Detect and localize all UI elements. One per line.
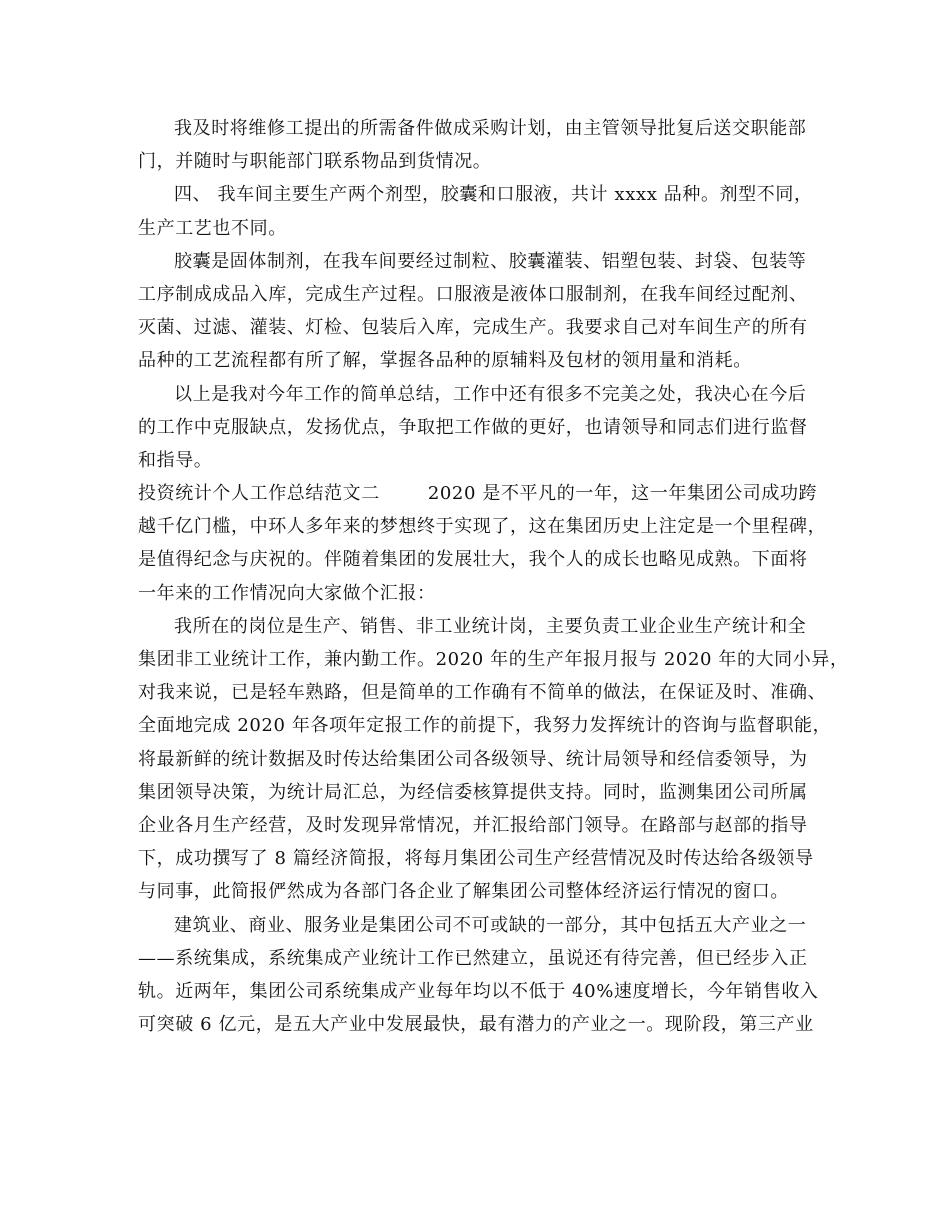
text-line: 我及时将维修工提出的所需备件做成采购计划，由主管领导批复后送交职能部	[174, 118, 807, 139]
text-line: 门，并随时与职能部门联系物品到货情况。	[138, 151, 492, 173]
text-line: 一年来的工作情况向大家做个汇报：	[138, 582, 436, 604]
text-line: ——系统集成，系统集成产业统计工作已然建立，虽说还有待完善，但已经步入正	[138, 947, 808, 969]
text-line: 以上是我对今年工作的简单总结，工作中还有很多不完美之处，我决心在今后	[174, 383, 807, 405]
text-line: 建筑业、商业、服务业是集团公司不可或缺的一部分，其中包括五大产业之一	[174, 914, 807, 936]
text-line: 集团领导决策，为统计局汇总，为经信委核算提供支持。同时，监测集团公司所属	[138, 781, 808, 803]
text-line: 生产工艺也不同。	[138, 217, 287, 239]
text-line: 灭菌、过滤、灌装、灯检、包装后入库，完成生产。我要求自己对车间生产的所有	[138, 317, 808, 339]
text-line: 与同事，此简报俨然成为各部门各企业了解集团公司整体经济运行情况的窗口。	[138, 881, 789, 903]
text-line: 可突破 6 亿元，是五大产业中发展最快，最有潜力的产业之一。现阶段，第三产业	[138, 1014, 814, 1036]
text-line: 工序制成成品入库，完成生产过程。口服液是液体口服制剂，在我车间经过配剂、	[138, 283, 808, 305]
text-line: 下，成功撰写了 8 篇经济简报，将每月集团公司生产经营情况及时传达给各级领导	[138, 848, 814, 870]
section-title: 投资统计个人工作总结范文二	[138, 483, 380, 505]
text-line: 全面地完成 2020 年各项年定报工作的前提下，我努力发挥统计的咨询与监督职能，	[138, 715, 832, 737]
text-line: 2020 是不平凡的一年，这一年集团公司成功跨	[427, 483, 818, 505]
text-line: 轨。近两年，集团公司系统集成产业每年均以不低于 40%速度增长，今年销售收入	[138, 980, 819, 1002]
text-line: 企业各月生产经营，及时发现异常情况，并汇报给部门领导。在路部与赵部的指导	[138, 814, 808, 836]
section-heading-line	[138, 477, 818, 510]
text-line: 品种的工艺流程都有所了解，掌握各品种的原辅料及包材的领用量和消耗。	[138, 350, 752, 372]
document-page	[138, 112, 849, 1041]
text-line: 越千亿门槛，中环人多年来的梦想终于实现了，这在集团历史上注定是一个里程碑，	[138, 516, 827, 538]
text-line: 和指导。	[138, 449, 213, 471]
text-line: 胶囊是固体制剂，在我车间要经过制粒、胶囊灌装、铝塑包装、封袋、包装等	[174, 250, 807, 272]
text-line: 将最新鲜的统计数据及时传达给集团公司各级领导、统计局领导和经信委领导，为	[138, 748, 808, 770]
text-line: 我所在的岗位是生产、销售、非工业统计岗，主要负责工业企业生产统计和全	[174, 615, 807, 637]
text-line: 对我来说，已是轻车熟路，但是简单的工作确有不简单的做法，在保证及时、准确、	[138, 682, 827, 704]
text-line: 四、 我车间主要生产两个剂型，胶囊和口服液，共计 xxxx 品种。剂型不同，	[174, 184, 813, 206]
text-line: 的工作中克服缺点，发扬优点，争取把工作做的更好，也请领导和同志们进行监督	[138, 416, 808, 438]
text-line: 是值得纪念与庆祝的。伴随着集团的发展壮大，我个人的成长也略见成熟。下面将	[138, 549, 808, 571]
text-line: 集团非工业统计工作，兼内勤工作。2020 年的生产年报月报与 2020 年的大同小异，	[138, 649, 849, 670]
